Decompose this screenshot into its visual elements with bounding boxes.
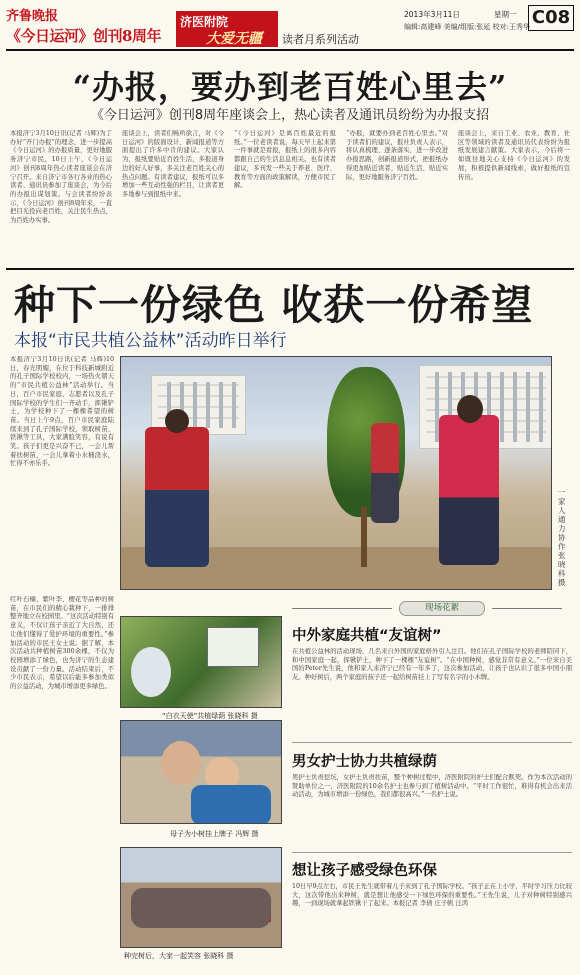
sidebar-caption-3: 种完树后，大家一起笑容 张晓科 摄 [124, 952, 234, 960]
story3-headline: 想让孩子感受绿色环保 [292, 863, 437, 879]
child-jacket [191, 785, 271, 824]
sidebar-photo-nurses [120, 616, 282, 708]
nurse-figure [131, 647, 171, 697]
article1-subheadline: 《今日运河》创刊8周年座谈会上，热心读者及通讯员纷纷为办报支招 [90, 108, 490, 123]
article2-column-1: 本报济宁3月10日讯(记者 马辉)10日，春光明媚，在位于科技新城附近的孔子国际学校校内，一场热火朝天的“市民共植公益林”活动举行。当日，百户市民家庭、志愿者以及孔子国际学校的学生们一齐动手，挥锹铲土，为学校种下了一棵棵希望的树苗。当日上午9点，百户市民家庭陆续来到了孔子国际学校，领取树苗、铁锹等工具，大家满脸笑容，有说有笑。孩子们更是兴奋不已，一会儿帮着扶树苗，一会儿拿着小水桶浇水，忙得不亦乐乎。 [10, 356, 114, 468]
top-rule [6, 49, 574, 51]
sponsor-box [176, 11, 278, 47]
scene-rule-right [492, 608, 562, 609]
sponsor-slogan: 大爱无疆 [206, 31, 262, 47]
sidebar-photo-group [120, 847, 282, 948]
scene-section-label: 现场花絮 [399, 601, 485, 616]
scene-rule-left [292, 608, 392, 609]
mother-face [161, 741, 201, 785]
girl-head [457, 395, 483, 423]
story2-headline: 男女护士协力共植绿荫 [292, 754, 437, 770]
story-divider-2 [292, 852, 572, 853]
article1-column-5: 座谈会上，来自工业、农业、教育、社区等领域的读者及通讯员代表纷纷为报纸发展建言献策。大家表示，今后将一如既往地关心支持《今日运河》的发展，积极提供新闻线索，做好报纸的宣传员。 [458, 130, 570, 181]
masthead [6, 5, 574, 49]
section-rule [6, 268, 574, 270]
background-child [371, 423, 399, 523]
page-number: C08 [528, 5, 574, 31]
girl-with-shovel [439, 415, 499, 565]
tree-sign [207, 627, 259, 667]
man-head [165, 409, 189, 433]
article1-headline: “办报，要办到老百姓心里去” [72, 68, 508, 106]
article2-column-2: 红叶石楠、紫叶李、樱花等品种的树苗，在市民们的精心栽种下，一排排整齐地立在校园里。“这次活动特别有意义，不仅让孩子亲近了大自然，还让他们懂得了爱护环境的重要性。”参加活动的市民王女士说。据了解，本次活动共种植树苗300余棵，不仅为校园增添了绿色，也为济宁的生态建设贡献了一份力量。活动结束后，不少市民表示，希望以后能多参加类似的公益活动，为城市增添更多绿色。 [10, 596, 114, 691]
crowd [131, 888, 271, 928]
editor-credits: 编辑:高建峰 美编/组版:张延 校对:王秀华 [404, 23, 530, 31]
issue-weekday: 星期一 [494, 10, 517, 19]
man-with-shovel [145, 427, 209, 567]
sidebar-caption-2: 母子为小树挂上牌子 冯辉 摄 [170, 830, 259, 838]
article2-headline: 种下一份绿色 收获一份希望 [14, 281, 534, 329]
sidebar-caption-1: “白衣天使”共植绿荫 张晓科 摄 [162, 712, 258, 720]
paper-name: 齐鲁晚报 [6, 9, 59, 24]
main-photo-caption: 一家人通力协作 张晓科 摄 [558, 488, 566, 587]
anniversary-banner: 《今日运河》创刊8周年 [6, 27, 161, 45]
article1-column-3: “《今日运河》是离百姓最近的报纸。”一位老读者说，每天早上起来第一件事就是看报，报纸上的很多内容都跟自己的生活息息相关。也有读者建议，多刊发一些关于养老、医疗、教育等方面的政策解读，方便市民了解。 [234, 130, 336, 190]
sponsor-name: 济医附院 [180, 15, 229, 29]
tree-trunk [361, 507, 367, 567]
article1-column-1: 本报济宁3月10日讯(记者 马辉)为了办好“开门办报”的理念，进一步提高《今日运河》的办报质量，更好地服务济宁市民，10日上午，《今日运河》创刊8周年热心读者座谈会在济宁召开。来自济宁市各行各业的热心读者、通讯员参加了座谈会，为今后的办报出谋划策。与会读者纷纷表示，《今日运河》创刊8周年来，一直把目光投向老百姓，关注民生热点，为百姓办实事。 [10, 130, 112, 225]
issue-date: 2013年3月11日 [404, 10, 460, 19]
article2-subheadline: 本报“市民共植公益林”活动昨日举行 [14, 331, 287, 351]
main-photo-tree-planting [120, 356, 552, 590]
story3-text: 10日早9点左右，市民王先生就带着儿子来到了孔子国际学校。“孩子正在上小学，平时学习压力比较大，这次带他出来种树，就是想让他感受一下绿色环保的重要性。”王先生说，儿子对种树特别感兴趣，一到现场就拿起铁锹干了起来。本报记者 李倩 庄子帆 汪鸿 [292, 883, 572, 908]
story1-headline: 中外家庭共植“友谊树” [292, 628, 442, 644]
story-divider-1 [292, 742, 572, 743]
article1-column-4: “办报，就要办到老百姓心里去。”对于读者们的建议，报社负责人表示，将认真梳理、逐条落实，进一步改进办报思路，创新报道形式，把报纸办得更加贴近读者、贴近生活、贴近实际，更好地服务济宁百姓。 [346, 130, 448, 181]
story2-text: 男护士负责挖坑，女护士负责扶苗，整个种树过程中，济医附院的护士们配合默契。作为本次活动的赞助单位之一，济医附院的10余名护士也参与到了植树活动中。“平时工作很忙，难得有机会出来活动活动，为城市增添一份绿色，我们都很高兴。”一名护士说。 [292, 774, 572, 799]
activity-label: 读者月系列活动 [282, 33, 359, 46]
sidebar-photo-mother-son [120, 720, 282, 824]
article1-column-2: 座谈会上，读者们畅所欲言，对《今日运河》的版面设计、新闻报道等方面提出了许多中肯的建议。大家认为，报纸要贴近百姓生活，多报道身边的好人好事，多关注老百姓关心的热点问题。有读者建议，报纸可以多增加一些互动性强的栏目，让读者更多地参与到报纸中来。 [122, 130, 224, 198]
story1-text: 在共植公益林的活动现场，几名来自外国的家庭格外引人注目。他们在孔子国际学校的老师陪同下，和中国家庭一起，挥锹铲土，种下了一棵棵“友谊树”。“在中国种树，感觉非常有意义。”一位来自美国的Peter先生说，他和家人来济宁已经有一年多了，这次参加活动，让孩子也认识了很多中国小朋友。种好树后，两个家庭的孩子还一起给树苗挂上了写有名字的小木牌。 [292, 648, 572, 682]
